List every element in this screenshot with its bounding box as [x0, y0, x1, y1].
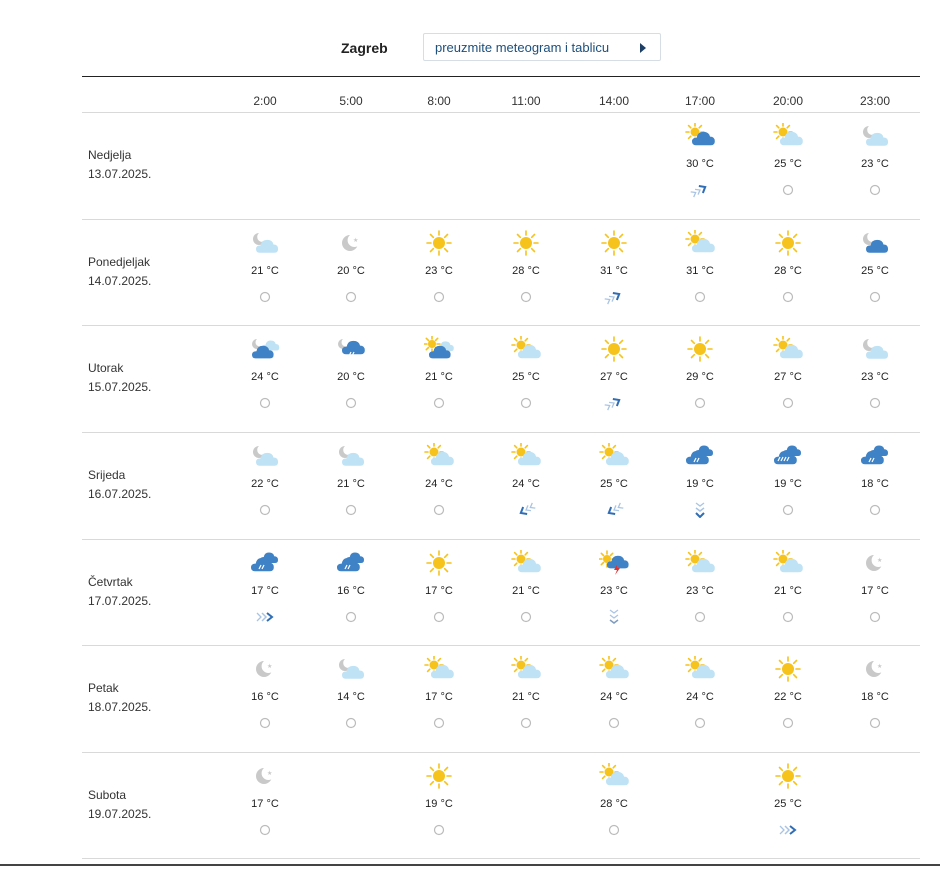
calm-icon: [338, 715, 364, 731]
sun-icon: [773, 656, 803, 682]
temperature-value: 14 °C: [337, 691, 365, 703]
forecast-cell: [579, 646, 649, 742]
calm-icon: [687, 715, 713, 731]
calm-icon: [338, 289, 364, 305]
day-label: [88, 466, 151, 504]
forecast-cell: [753, 326, 823, 422]
clear-night-icon: [250, 763, 280, 789]
moon-cloud-icon: [860, 123, 890, 149]
calm-icon: [862, 609, 888, 625]
hour-label: 20:00: [772, 94, 804, 108]
day-name: Četvrtak: [88, 575, 133, 589]
calm-icon: [775, 502, 801, 518]
page-header: [0, 33, 940, 63]
moon-cloud-icon: [250, 443, 280, 469]
temperature-value: 19 °C: [774, 478, 802, 490]
wind-s-icon: [687, 502, 713, 518]
temperature-value: 17 °C: [425, 585, 453, 597]
calm-icon: [426, 609, 452, 625]
temperature-value: 24 °C: [425, 478, 453, 490]
hour-label: 23:00: [859, 94, 891, 108]
day-row: [0, 220, 940, 326]
forecast-cell: [579, 753, 649, 849]
temperature-value: 23 °C: [861, 371, 889, 383]
clear-night-icon: [336, 230, 366, 256]
night-rain-icon: [336, 336, 366, 362]
calm-icon: [426, 289, 452, 305]
footer-border: [0, 864, 940, 866]
forecast-cell: [579, 220, 649, 316]
svg-text:★: ★: [267, 770, 273, 777]
sun-icon: [685, 336, 715, 362]
rain-icon: [250, 550, 280, 576]
temperature-value: 24 °C: [686, 691, 714, 703]
forecast-cell: [840, 326, 910, 422]
calm-icon: [862, 289, 888, 305]
temperature-value: 18 °C: [861, 691, 889, 703]
day-date: 14.07.2025.: [88, 274, 152, 288]
sun-icon: [424, 550, 454, 576]
temperature-value: 17 °C: [251, 585, 279, 597]
forecast-cell: [316, 326, 386, 422]
forecast-cell: [579, 433, 649, 529]
calm-icon: [513, 289, 539, 305]
sun-thunderstorm-icon: [599, 550, 629, 576]
temperature-value: 21 °C: [512, 691, 540, 703]
forecast-cell: [404, 326, 474, 422]
hour-label: 14:00: [598, 94, 630, 108]
svg-text:★: ★: [877, 557, 883, 564]
forecast-cell: [491, 540, 561, 636]
calm-icon: [426, 715, 452, 731]
calm-icon: [862, 395, 888, 411]
temperature-value: 18 °C: [861, 478, 889, 490]
day-row: [0, 540, 940, 646]
day-row: [0, 433, 940, 539]
calm-icon: [513, 609, 539, 625]
forecast-cell: [316, 220, 386, 316]
hour-label: 2:00: [253, 94, 277, 108]
hour-label: 11:00: [511, 94, 541, 108]
forecast-cell: [753, 753, 823, 849]
forecast-cell: [840, 220, 910, 316]
partly-cloudy-icon: [773, 123, 803, 149]
wind-e-icon: [775, 822, 801, 838]
forecast-cell: [753, 113, 823, 209]
temperature-value: 27 °C: [774, 371, 802, 383]
partly-cloudy-blue-icon: [685, 123, 715, 149]
forecast-cell: [665, 326, 735, 422]
day-date: 16.07.2025.: [88, 487, 152, 501]
temperature-value: 25 °C: [774, 158, 802, 170]
forecast-cell: [665, 540, 735, 636]
calm-icon: [775, 609, 801, 625]
temperature-value: 17 °C: [251, 798, 279, 810]
temperature-value: 31 °C: [686, 265, 714, 277]
temperature-value: 20 °C: [337, 265, 365, 277]
temperature-value: 23 °C: [600, 585, 628, 597]
forecast-cell: [579, 540, 649, 636]
calm-icon: [252, 715, 278, 731]
forecast-cell: [230, 753, 300, 849]
day-row: [0, 326, 940, 432]
download-meteogram-button[interactable]: [423, 33, 661, 61]
wind-e-icon: [252, 609, 278, 625]
sun-icon: [599, 230, 629, 256]
calm-icon: [862, 502, 888, 518]
temperature-value: 21 °C: [251, 265, 279, 277]
cloudy-icon: [250, 336, 280, 362]
temperature-value: 24 °C: [512, 478, 540, 490]
forecast-cell: [665, 646, 735, 742]
forecast-cell: [230, 540, 300, 636]
day-label: [88, 786, 151, 824]
calm-icon: [601, 715, 627, 731]
city-name: Zagreb: [341, 40, 388, 56]
calm-icon: [426, 822, 452, 838]
calm-icon: [338, 609, 364, 625]
day-label: [88, 253, 151, 291]
forecast-cell: [316, 433, 386, 529]
day-row: [0, 113, 940, 219]
svg-text:★: ★: [353, 237, 359, 244]
forecast-cell: [230, 326, 300, 422]
temperature-value: 22 °C: [251, 478, 279, 490]
temperature-value: 21 °C: [337, 478, 365, 490]
wind-ne-icon: [601, 395, 627, 411]
hour-label: 17:00: [684, 94, 716, 108]
day-date: 19.07.2025.: [88, 807, 152, 821]
calm-icon: [252, 502, 278, 518]
temperature-value: 24 °C: [600, 691, 628, 703]
forecast-cell: [753, 433, 823, 529]
temperature-value: 23 °C: [686, 585, 714, 597]
day-name: Srijeda: [88, 468, 126, 482]
partly-cloudy-icon: [773, 336, 803, 362]
rain-icon: [336, 550, 366, 576]
forecast-cell: [316, 540, 386, 636]
table-top-border: [82, 76, 920, 77]
partly-cloudy-icon: [773, 550, 803, 576]
clear-night-icon: [860, 550, 890, 576]
calm-icon: [687, 289, 713, 305]
day-label: [88, 573, 151, 611]
forecast-cell: [404, 646, 474, 742]
temperature-value: 20 °C: [337, 371, 365, 383]
forecast-cell: [491, 433, 561, 529]
temperature-value: 21 °C: [774, 585, 802, 597]
partly-cloudy-icon: [685, 230, 715, 256]
temperature-value: 24 °C: [251, 371, 279, 383]
temperature-value: 29 °C: [686, 371, 714, 383]
forecast-cell: [230, 220, 300, 316]
partly-cloudy-icon: [599, 763, 629, 789]
temperature-value: 17 °C: [425, 691, 453, 703]
day-row: [0, 753, 940, 859]
temperature-value: 17 °C: [861, 585, 889, 597]
calm-icon: [252, 289, 278, 305]
calm-icon: [775, 289, 801, 305]
sun-icon: [511, 230, 541, 256]
temperature-value: 31 °C: [600, 265, 628, 277]
svg-text:★: ★: [877, 663, 883, 670]
rain-icon: [860, 443, 890, 469]
temperature-value: 23 °C: [425, 265, 453, 277]
wind-sw-icon: [513, 502, 539, 518]
calm-icon: [775, 395, 801, 411]
temperature-value: 25 °C: [774, 798, 802, 810]
heavy-rain-icon: [773, 443, 803, 469]
temperature-value: 19 °C: [686, 478, 714, 490]
hours-header: [0, 94, 940, 110]
calm-icon: [601, 822, 627, 838]
forecast-cell: [491, 646, 561, 742]
temperature-value: 25 °C: [512, 371, 540, 383]
calm-icon: [426, 395, 452, 411]
forecast-cell: [404, 753, 474, 849]
forecast-cell: [404, 540, 474, 636]
temperature-value: 28 °C: [600, 798, 628, 810]
calm-icon: [426, 502, 452, 518]
calm-icon: [687, 395, 713, 411]
day-name: Nedjelja: [88, 148, 132, 162]
calm-icon: [775, 715, 801, 731]
calm-icon: [775, 182, 801, 198]
calm-icon: [513, 395, 539, 411]
day-name: Utorak: [88, 361, 124, 375]
day-name: Ponedjeljak: [88, 255, 151, 269]
partly-cloudy-icon: [511, 550, 541, 576]
temperature-value: 28 °C: [774, 265, 802, 277]
calm-icon: [252, 822, 278, 838]
sun-icon: [773, 230, 803, 256]
wind-s-light-icon: [601, 609, 627, 625]
download-button-label: preuzmite meteogram i tablicu: [435, 39, 610, 55]
calm-icon: [513, 715, 539, 731]
forecast-cell: [404, 220, 474, 316]
wind-ne-icon: [601, 289, 627, 305]
forecast-cell: [491, 326, 561, 422]
calm-icon: [862, 715, 888, 731]
day-label: [88, 146, 151, 184]
partly-cloudy-icon: [511, 336, 541, 362]
forecast-cell: [753, 646, 823, 742]
svg-text:★: ★: [267, 663, 273, 670]
sun-cloud-dark-icon: [424, 336, 454, 362]
clear-night-icon: [250, 656, 280, 682]
wind-sw-icon: [601, 502, 627, 518]
forecast-cell: [404, 433, 474, 529]
wind-ne-icon: [687, 182, 713, 198]
temperature-value: 30 °C: [686, 158, 714, 170]
sun-icon: [599, 336, 629, 362]
moon-cloud-dark-icon: [860, 230, 890, 256]
caret-right-icon: [640, 43, 646, 53]
partly-cloudy-icon: [599, 656, 629, 682]
temperature-value: 23 °C: [861, 158, 889, 170]
partly-cloudy-icon: [685, 656, 715, 682]
calm-icon: [252, 395, 278, 411]
partly-cloudy-icon: [685, 550, 715, 576]
partly-cloudy-icon: [511, 443, 541, 469]
forecast-cell: [230, 433, 300, 529]
moon-cloud-icon: [336, 656, 366, 682]
temperature-value: 27 °C: [600, 371, 628, 383]
day-label: [88, 359, 151, 397]
forecast-cell: [491, 220, 561, 316]
day-date: 13.07.2025.: [88, 167, 152, 181]
temperature-value: 25 °C: [600, 478, 628, 490]
calm-icon: [687, 609, 713, 625]
temperature-value: 21 °C: [425, 371, 453, 383]
calm-icon: [338, 395, 364, 411]
day-row: [0, 646, 940, 752]
temperature-value: 16 °C: [337, 585, 365, 597]
moon-cloud-icon: [250, 230, 280, 256]
forecast-cell: [840, 540, 910, 636]
partly-cloudy-icon: [424, 443, 454, 469]
forecast-cell: [665, 220, 735, 316]
hour-label: 8:00: [427, 94, 451, 108]
sun-icon: [424, 763, 454, 789]
sun-icon: [773, 763, 803, 789]
partly-cloudy-icon: [424, 656, 454, 682]
forecast-cell: [316, 646, 386, 742]
forecast-cell: [840, 433, 910, 529]
calm-icon: [862, 182, 888, 198]
day-name: Subota: [88, 788, 127, 802]
temperature-value: 21 °C: [512, 585, 540, 597]
day-date: 15.07.2025.: [88, 380, 152, 394]
sun-icon: [424, 230, 454, 256]
day-label: [88, 679, 151, 717]
day-date: 17.07.2025.: [88, 594, 152, 608]
partly-cloudy-icon: [511, 656, 541, 682]
row-divider: [82, 858, 920, 859]
forecast-cell: [579, 326, 649, 422]
calm-icon: [338, 502, 364, 518]
temperature-value: 25 °C: [861, 265, 889, 277]
forecast-cell: [840, 646, 910, 742]
forecast-cell: [753, 540, 823, 636]
forecast-cell: [840, 113, 910, 209]
temperature-value: 16 °C: [251, 691, 279, 703]
forecast-cell: [665, 433, 735, 529]
forecast-cell: [230, 646, 300, 742]
hour-label: 5:00: [339, 94, 363, 108]
forecast-cell: [753, 220, 823, 316]
temperature-value: 22 °C: [774, 691, 802, 703]
day-name: Petak: [88, 681, 119, 695]
clear-night-icon: [860, 656, 890, 682]
moon-cloud-icon: [860, 336, 890, 362]
day-date: 18.07.2025.: [88, 700, 152, 714]
forecast-cell: [665, 113, 735, 209]
rain-icon: [685, 443, 715, 469]
temperature-value: 28 °C: [512, 265, 540, 277]
temperature-value: 19 °C: [425, 798, 453, 810]
moon-cloud-icon: [336, 443, 366, 469]
partly-cloudy-icon: [599, 443, 629, 469]
